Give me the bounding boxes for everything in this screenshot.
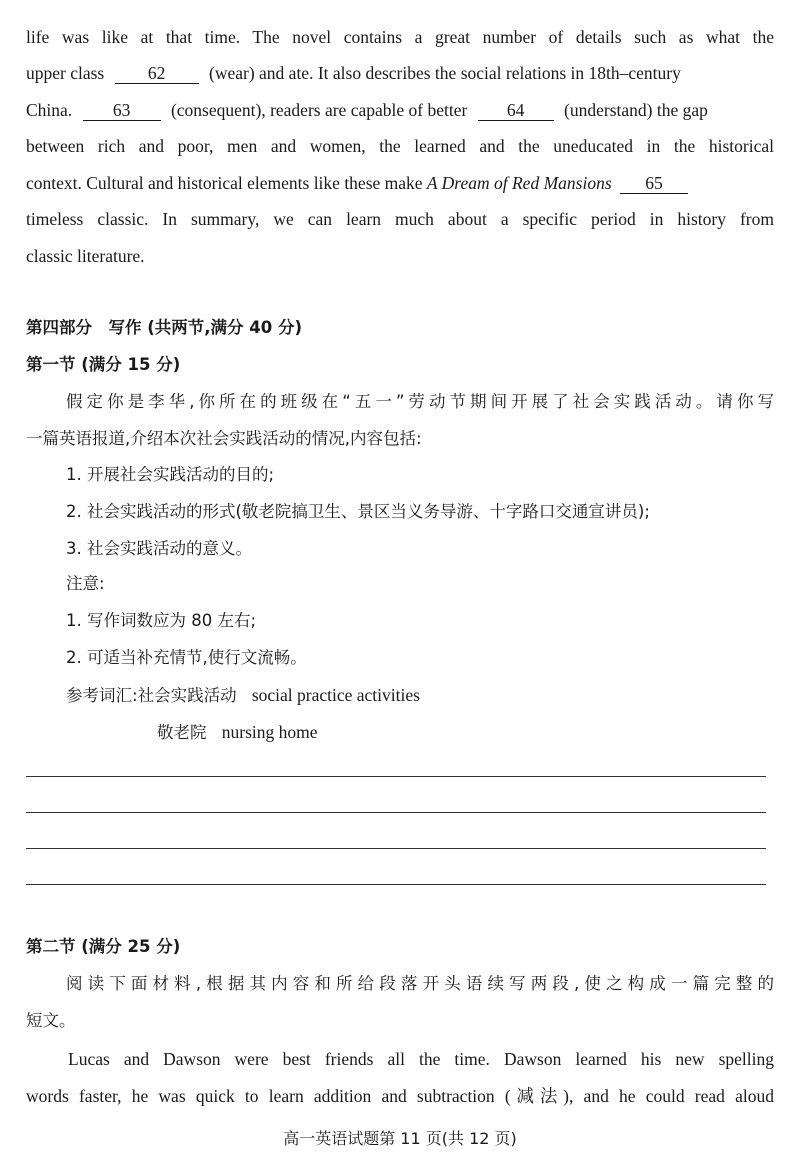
passage-line-5 xyxy=(26,172,774,194)
note-label: 注意: xyxy=(66,574,105,593)
section1-prompt-line-1: 假定你是李华,你所在的班级在“五一”劳动节期间开展了社会实践活动。请你写 xyxy=(66,392,774,411)
passage-text: (wear) and ate. It also describes the social relations in 18th–century xyxy=(209,63,681,83)
vocab-en: nursing home xyxy=(221,722,318,742)
vocab-en: social practice activities xyxy=(251,685,420,705)
vocab-row-2 xyxy=(157,721,318,744)
passage-line-2 xyxy=(26,62,774,84)
passage-line-4: between rich and poor, men and women, the learned and the uneducated in the historical xyxy=(26,136,774,156)
book-title: A Dream of Red Mansions xyxy=(426,173,612,193)
requirement-item-2: 2. 社会实践活动的形式(敬老院搞卫生、景区当义务导游、十字路口交通宣讲员); xyxy=(66,502,650,521)
answer-line xyxy=(26,884,766,885)
blank-63: 63 xyxy=(83,100,161,121)
passage-line-1: life was like at that time. The novel contains a great number of details such as what the xyxy=(26,27,774,47)
blank-65: 65 xyxy=(620,173,688,194)
answer-line xyxy=(26,848,766,849)
passage-text: China. xyxy=(26,100,73,120)
section1-prompt-line-2: 一篇英语报道,介绍本次社会实践活动的情况,内容包括: xyxy=(26,429,422,448)
vocab-label: 参考词汇: xyxy=(66,686,138,705)
passage-text: (understand) the gap xyxy=(564,100,708,120)
vocab-cn: 社会实践活动 xyxy=(137,686,237,705)
passage-line-7: classic literature. xyxy=(26,246,145,266)
page-footer: 高一英语试题第 11 页(共 12 页) xyxy=(283,1129,517,1148)
passage-text: (consequent), readers are capable of better xyxy=(170,100,468,120)
section1-heading: 第一节 (满分 15 分) xyxy=(26,355,181,374)
passage-text: context. Cultural and historical elements like these make xyxy=(26,173,423,193)
note-item-2: 2. 可适当补充情节,使行文流畅。 xyxy=(66,648,307,667)
passage-line-6: timeless classic. In summary, we can learn much about a specific period in history from xyxy=(26,209,774,229)
blank-62: 62 xyxy=(115,63,199,84)
section2-prompt-line-2: 短文。 xyxy=(26,1011,76,1030)
section2-heading: 第二节 (满分 25 分) xyxy=(26,937,181,956)
vocab-row-1 xyxy=(66,684,420,707)
story-line-2: words faster, he was quick to learn addition and subtraction (减法), and he could read aloud xyxy=(26,1086,774,1106)
blank-64: 64 xyxy=(478,100,554,121)
answer-line xyxy=(26,776,766,777)
section2-prompt-line-1: 阅读下面材料,根据其内容和所给段落开头语续写两段,使之构成一篇完整的 xyxy=(66,974,774,993)
part4-heading: 第四部分 写作 (共两节,满分 40 分) xyxy=(26,318,303,337)
note-item-1: 1. 写作词数应为 80 左右; xyxy=(66,611,257,630)
vocab-cn: 敬老院 xyxy=(157,723,207,742)
answer-line xyxy=(26,812,766,813)
passage-text: upper class xyxy=(26,63,105,83)
passage-line-3 xyxy=(26,99,774,121)
story-line-1: Lucas and Dawson were best friends all the time. Dawson learned his new spelling xyxy=(68,1049,774,1069)
requirement-item-1: 1. 开展社会实践活动的目的; xyxy=(66,465,275,484)
requirement-item-3: 3. 社会实践活动的意义。 xyxy=(66,539,252,558)
